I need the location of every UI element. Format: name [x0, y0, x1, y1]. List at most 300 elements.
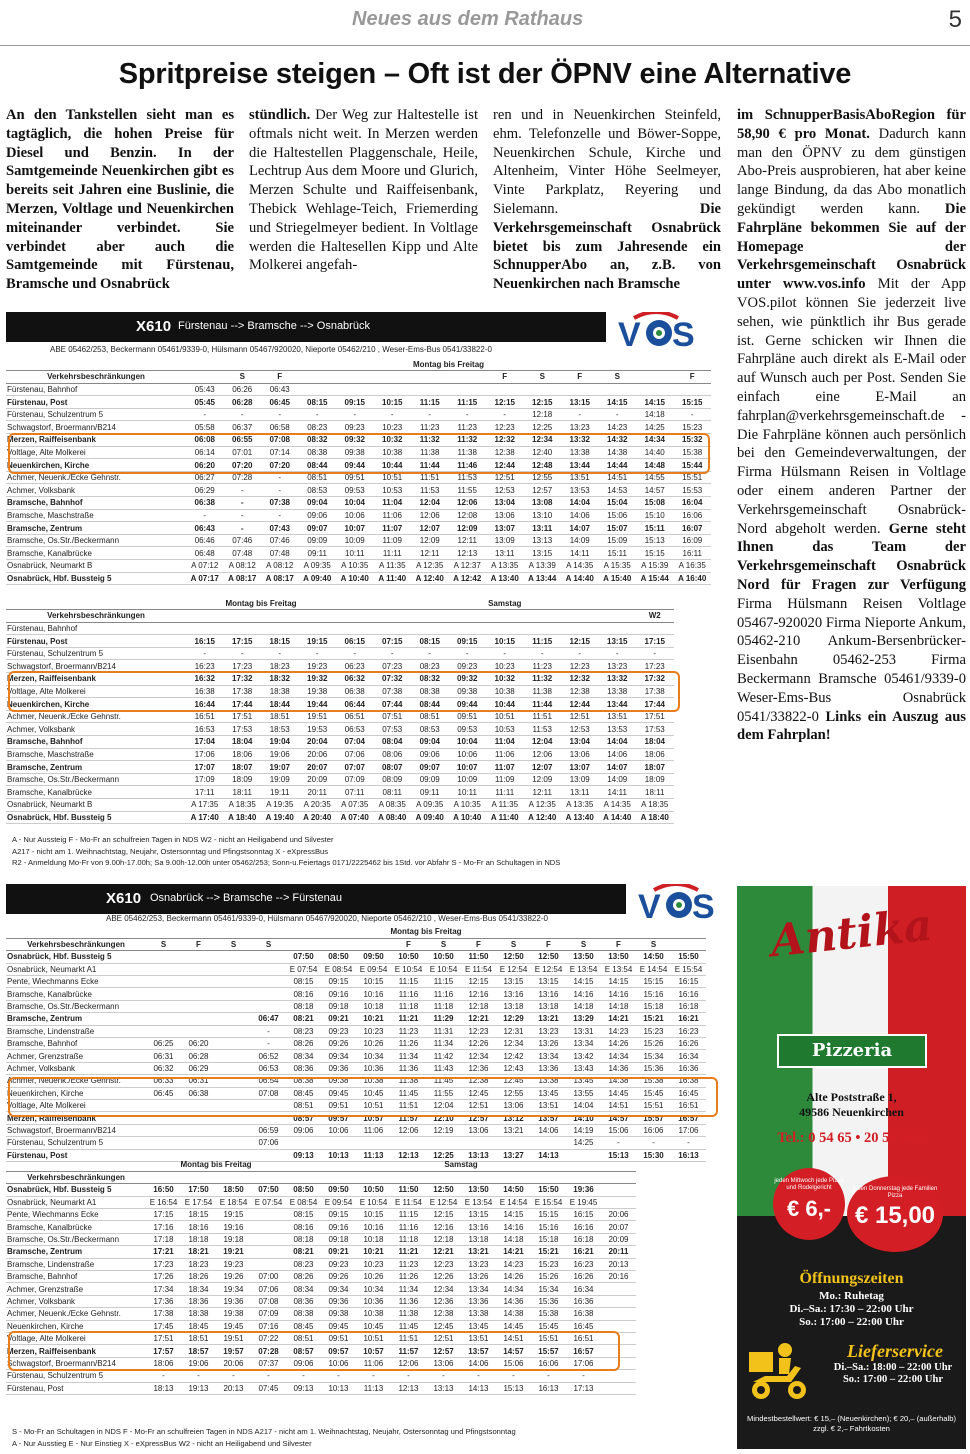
departure-time: -: [411, 408, 449, 421]
departure-time: 15:26: [531, 1271, 566, 1283]
departure-time: 20:04: [299, 736, 337, 749]
departure-time: 16:57: [566, 1345, 601, 1357]
departure-time: 18:53: [261, 723, 299, 736]
departure-time: 12:15: [524, 396, 562, 409]
departure-time: 06:32: [146, 1062, 181, 1074]
departure-time: 19:38: [299, 685, 337, 698]
departure-time: 17:44: [224, 698, 262, 711]
departure-time: 13:06: [561, 748, 599, 761]
departure-time: 13:15: [599, 635, 637, 648]
departure-time: 16:38: [671, 1075, 706, 1087]
departure-time: 09:11: [299, 547, 337, 560]
stop-name: Merzen, Raiffeisenbank: [6, 434, 186, 447]
departure-time: 08:04: [374, 736, 412, 749]
departure-time: [601, 1295, 636, 1307]
departure-time: 14:13: [531, 1149, 566, 1161]
departure-time: 09:06: [411, 748, 449, 761]
departure-time: 17:36: [146, 1295, 181, 1307]
restriction-cell: [411, 610, 449, 623]
departure-time: 07:46: [261, 534, 299, 547]
table-row: [6, 1283, 636, 1295]
min-order-line: zzgl. € 2,– Fahrtkosten: [813, 1424, 890, 1433]
departure-time: 16:13: [531, 1382, 566, 1394]
departure-time: 15:06: [599, 509, 637, 522]
departure-time: 14:16: [496, 1221, 531, 1233]
departure-time: 18:18: [181, 1233, 216, 1245]
departure-time: -: [599, 408, 637, 421]
departure-time: -: [671, 1137, 706, 1149]
route-name: Fürstenau --> Bramsche --> Osnabrück: [178, 320, 370, 332]
departure-time: 12:06: [391, 1357, 426, 1369]
departure-time: 11:06: [356, 1357, 391, 1369]
departure-time: 07:50: [286, 951, 321, 963]
departure-time: [146, 1013, 181, 1025]
departure-time: 11:51: [411, 471, 449, 484]
departure-time: 12:15: [426, 1209, 461, 1221]
departure-time: 15:06: [496, 1357, 531, 1369]
departure-time: 10:26: [356, 1038, 391, 1050]
stop-name: Merzen, Raiffeisenbank: [6, 1112, 146, 1124]
hours-line: Di.–Sa.: 17:30 – 22:00 Uhr: [789, 1303, 914, 1315]
departure-time: 12:07: [411, 522, 449, 535]
departure-time: 16:36: [566, 1295, 601, 1307]
table-row: [6, 1382, 636, 1394]
departure-time: A 08:12: [261, 560, 299, 573]
departure-time: 08:38: [286, 1075, 321, 1087]
departure-time: 08:51: [299, 471, 337, 484]
departure-time: A 20:40: [299, 811, 337, 824]
departure-time: 12:38: [461, 1075, 496, 1087]
departure-time: 15:11: [599, 547, 637, 560]
departure-time: 11:13: [356, 1382, 391, 1394]
departure-time: -: [449, 647, 487, 660]
departure-time: 18:11: [224, 786, 262, 799]
restriction-cell: [336, 610, 374, 623]
footnote: S - Mo-Fr an Schultagen in NDS F - Mo-Fr an schulfreien Tagen in NDS A217 - nicht am 1. Weihnachtstag, Neujahr, Ostersonntag und Pfingstsonntag: [12, 1427, 516, 1436]
departure-time: 19:26: [216, 1271, 251, 1283]
offer-price: € 6,-: [786, 1196, 832, 1221]
departure-time: 11:15: [449, 396, 487, 409]
departure-time: -: [224, 647, 262, 660]
departure-time: 19:23: [299, 660, 337, 673]
departure-time: 10:51: [356, 1332, 391, 1344]
departure-time: 06:43: [261, 383, 299, 396]
departure-time: 07:09: [251, 1308, 286, 1320]
departure-time: 18:04: [224, 736, 262, 749]
departure-time: E 07:54: [286, 963, 321, 975]
restriction-cell: [524, 610, 562, 623]
departure-time: 12:06: [411, 509, 449, 522]
departure-time: 12:31: [496, 1025, 531, 1037]
departure-time: A 08:17: [261, 572, 299, 585]
departure-time: 07:08: [261, 434, 299, 447]
departure-time: -: [321, 1370, 356, 1382]
departure-time: 13:34: [461, 1283, 496, 1295]
departure-time: 06:14: [186, 446, 224, 459]
departure-time: 12:50: [531, 951, 566, 963]
departure-time: 11:06: [486, 748, 524, 761]
departure-time: 12:38: [426, 1308, 461, 1320]
address-line: 49586 Neuenkirchen: [799, 1105, 904, 1119]
departure-time: 17:38: [636, 685, 674, 698]
departure-time: 14:50: [496, 1184, 531, 1196]
departure-time: 11:43: [426, 1062, 461, 1074]
departure-time: A 11:35: [486, 799, 524, 812]
departure-time: -: [251, 1370, 286, 1382]
hours-line: So.: 17:00 – 22:00 Uhr: [799, 1316, 904, 1328]
departure-time: 06:15: [336, 635, 374, 648]
line-number: X610: [106, 890, 142, 907]
departure-time: [391, 1137, 426, 1149]
departure-time: 13:07: [486, 522, 524, 535]
departure-time: 14:07: [561, 522, 599, 535]
stop-name: Osnabrück, Hbf. Bussteig 5: [6, 951, 146, 963]
departure-time: 13:15: [524, 547, 562, 560]
departure-time: 07:32: [374, 673, 412, 686]
departure-time: 12:23: [561, 660, 599, 673]
restriction-cell: [286, 1171, 321, 1183]
departure-time: [524, 622, 562, 635]
departure-time: A 08:40: [374, 811, 412, 824]
departure-time: 13:07: [561, 761, 599, 774]
departure-time: 09:04: [299, 497, 337, 510]
departure-time: 13:43: [566, 1062, 601, 1074]
departure-time: 12:57: [426, 1345, 461, 1357]
departure-time: 11:15: [524, 635, 562, 648]
departure-time: 16:06: [674, 509, 712, 522]
departure-time: 18:15: [181, 1209, 216, 1221]
departure-time: 20:09: [601, 1233, 636, 1245]
departure-time: -: [531, 1370, 566, 1382]
departure-time: 11:06: [374, 509, 412, 522]
departure-time: 11:15: [411, 396, 449, 409]
restriction-cell: [356, 1171, 391, 1183]
departure-time: [601, 1196, 636, 1208]
stop-name: Schwagstorf, Broermann/B214: [6, 1357, 146, 1369]
departure-time: 20:11: [601, 1246, 636, 1258]
departure-time: 12:04: [411, 497, 449, 510]
departure-time: 17:11: [186, 786, 224, 799]
departure-time: 09:04: [411, 736, 449, 749]
departure-time: 10:36: [356, 1062, 391, 1074]
table-row: [6, 383, 711, 396]
departure-time: 19:44: [299, 698, 337, 711]
stop-name: Fürstenau, Schulzentrum 5: [6, 408, 186, 421]
stop-name: Neuenkirchen, Kirche: [6, 698, 186, 711]
departure-time: 15:36: [636, 1062, 671, 1074]
table-row: [6, 1246, 636, 1258]
departure-time: 09:07: [411, 761, 449, 774]
restrictions-label: Verkehrsbeschränkungen: [6, 610, 186, 623]
departure-time: 16:04: [674, 497, 712, 510]
departure-time: 10:21: [356, 1246, 391, 1258]
departure-time: -: [186, 509, 224, 522]
stop-name: Bramsche, Lindenstraße: [6, 1258, 146, 1270]
departure-time: 11:11: [486, 786, 524, 799]
departure-time: 12:36: [426, 1295, 461, 1307]
departure-time: [181, 1013, 216, 1025]
departure-time: 11:32: [524, 673, 562, 686]
departure-time: 07:23: [374, 660, 412, 673]
restriction-cell: [461, 1171, 496, 1183]
departure-time: 14:15: [599, 396, 637, 409]
departure-time: 12:40: [524, 446, 562, 459]
departure-time: [216, 1025, 251, 1037]
departure-time: 17:45: [146, 1320, 181, 1332]
departure-time: 11:04: [374, 497, 412, 510]
restriction-cell: S: [566, 938, 601, 950]
departure-time: 18:16: [181, 1221, 216, 1233]
departure-time: 11:34: [391, 1283, 426, 1295]
restrictions-row: [6, 938, 706, 950]
departure-time: [336, 383, 374, 396]
article-column-3: [493, 106, 721, 294]
departure-time: 15:44: [674, 459, 712, 472]
stop-name: Schwagstorf, Broermann/B214: [6, 1124, 146, 1136]
departure-time: 10:44: [374, 459, 412, 472]
departure-time: [531, 1137, 566, 1149]
departure-time: 06:26: [224, 383, 262, 396]
departure-time: A 17:35: [186, 799, 224, 812]
departure-time: 12:50: [426, 1184, 461, 1196]
departure-time: [251, 1000, 286, 1012]
departure-time: 14:11: [599, 786, 637, 799]
departure-time: 09:26: [321, 1038, 356, 1050]
departure-time: 12:23: [461, 1025, 496, 1037]
departure-time: 16:09: [674, 534, 712, 547]
delivery-line: Di.–Sa.: 18:00 – 22:00 Uhr: [833, 1362, 953, 1373]
departure-time: 11:23: [524, 660, 562, 673]
restriction-cell: [449, 610, 487, 623]
departure-time: [251, 1233, 286, 1245]
departure-time: 06:31: [146, 1050, 181, 1062]
departure-time: 18:34: [181, 1283, 216, 1295]
restrictions-row: [6, 371, 711, 384]
departure-time: 13:45: [461, 1320, 496, 1332]
departure-time: 06:43: [186, 522, 224, 535]
restriction-cell: [186, 371, 224, 384]
stop-name: Bramsche, Os.Str./Beckermann: [6, 1233, 146, 1245]
departure-time: 08:26: [286, 1271, 321, 1283]
departure-time: 13:21: [496, 1124, 531, 1136]
departure-time: A 12:35: [411, 560, 449, 573]
departure-time: 17:15: [636, 635, 674, 648]
restriction-cell: [321, 938, 356, 950]
departure-time: 18:15: [261, 635, 299, 648]
departure-time: 13:21: [461, 1246, 496, 1258]
restriction-cell: [426, 1171, 461, 1183]
departure-time: 10:04: [336, 497, 374, 510]
departure-time: 18:13: [146, 1382, 181, 1394]
departure-time: -: [181, 1370, 216, 1382]
departure-time: 11:55: [426, 1087, 461, 1099]
stop-name: Bramsche, Os.Str./Beckermann: [6, 773, 186, 786]
restriction-cell: [146, 1171, 181, 1183]
departure-time: 12:07: [524, 761, 562, 774]
departure-time: 19:11: [261, 786, 299, 799]
departure-time: 11:13: [356, 1149, 391, 1161]
departure-time: 15:23: [531, 1258, 566, 1270]
departure-time: 09:51: [449, 710, 487, 723]
departure-time: 07:07: [336, 761, 374, 774]
departure-time: A 13:35: [486, 560, 524, 573]
departure-time: A 07:17: [186, 572, 224, 585]
departure-time: 09:44: [449, 698, 487, 711]
offer-text: jeden Mittwoch jede Pizza und Rodelgericht: [774, 1178, 844, 1191]
departure-time: E 07:54: [251, 1196, 286, 1208]
departure-time: 19:32: [299, 673, 337, 686]
departure-time: 18:50: [216, 1184, 251, 1196]
departure-time: 14:55: [636, 471, 674, 484]
departure-time: 16:07: [674, 522, 712, 535]
departure-time: 17:06: [186, 748, 224, 761]
departure-time: 11:15: [426, 976, 461, 988]
departure-time: 12:16: [426, 1221, 461, 1233]
departure-time: 17:16: [146, 1221, 181, 1233]
restriction-cell: F: [601, 938, 636, 950]
departure-time: [601, 1184, 636, 1196]
departure-time: 18:51: [261, 710, 299, 723]
departure-time: 06:23: [336, 660, 374, 673]
departure-time: 08:15: [411, 635, 449, 648]
departure-time: -: [374, 408, 412, 421]
departure-time: -: [216, 1370, 251, 1382]
departure-time: 12:09: [411, 534, 449, 547]
departure-time: [411, 383, 449, 396]
departure-time: 13:06: [426, 1357, 461, 1369]
departure-time: 18:06: [224, 748, 262, 761]
departure-time: 08:53: [299, 484, 337, 497]
day-label-row: [6, 358, 711, 371]
article-column-4: [737, 106, 966, 745]
departure-time: 12:34: [426, 1283, 461, 1295]
departure-time: 13:15: [461, 1209, 496, 1221]
departure-time: 13:44: [599, 698, 637, 711]
departure-time: 12:26: [461, 1038, 496, 1050]
departure-time: -: [251, 1025, 286, 1037]
departure-time: 13:21: [531, 1013, 566, 1025]
table-row: [6, 635, 674, 648]
departure-time: [601, 1283, 636, 1295]
departure-time: 14:38: [601, 1075, 636, 1087]
departure-time: 15:16: [531, 1221, 566, 1233]
departure-time: -: [251, 1038, 286, 1050]
departure-time: 08:50: [286, 1184, 321, 1196]
departure-time: 19:15: [299, 635, 337, 648]
day-label: Montag bis Freitag: [186, 358, 711, 371]
departure-time: 08:23: [299, 421, 337, 434]
departure-time: [216, 1013, 251, 1025]
table-row: [6, 811, 674, 824]
departure-time: 12:04: [426, 1099, 461, 1111]
departure-time: 09:50: [356, 951, 391, 963]
departure-time: 17:44: [636, 698, 674, 711]
departure-time: 09:23: [321, 1025, 356, 1037]
restriction-cell: F: [261, 371, 299, 384]
delivery-scooter-icon: [745, 1338, 815, 1406]
table-row: [6, 748, 674, 761]
departure-time: 10:50: [391, 951, 426, 963]
departure-time: 06:29: [186, 484, 224, 497]
departure-time: A 12:42: [449, 572, 487, 585]
restriction-cell: S: [426, 938, 461, 950]
departure-time: 16:51: [566, 1332, 601, 1344]
departure-time: 14:18: [566, 1000, 601, 1012]
departure-time: 17:23: [146, 1258, 181, 1270]
departure-time: 10:23: [374, 421, 412, 434]
stop-name: Achmer, Grenzstraße: [6, 1283, 146, 1295]
restrictions-label: Verkehrsbeschränkungen: [6, 938, 146, 950]
departure-time: 08:38: [286, 1308, 321, 1320]
departure-time: 11:53: [411, 484, 449, 497]
day-label-row: [6, 597, 674, 610]
departure-time: 07:44: [374, 698, 412, 711]
departure-time: 19:34: [216, 1283, 251, 1295]
departure-time: 16:36: [671, 1062, 706, 1074]
departure-time: 14:40: [636, 446, 674, 459]
table-row: [6, 1013, 706, 1025]
departure-time: 17:34: [146, 1283, 181, 1295]
departure-time: -: [186, 647, 224, 660]
stop-name: Voltlage, Alte Molkerei: [6, 685, 186, 698]
departure-time: 12:38: [486, 446, 524, 459]
departure-time: 18:09: [636, 773, 674, 786]
departure-time: [426, 1137, 461, 1149]
departure-time: 11:32: [449, 434, 487, 447]
departure-time: 17:13: [566, 1382, 601, 1394]
departure-time: 13:26: [531, 1038, 566, 1050]
departure-time: A 13:40: [486, 572, 524, 585]
stop-name: Fürstenau, Post: [6, 1382, 146, 1394]
departure-time: 16:23: [566, 1258, 601, 1270]
departure-time: 20:13: [216, 1382, 251, 1394]
departure-time: 13:15: [496, 976, 531, 988]
departure-time: -: [146, 1370, 181, 1382]
table-row: [6, 773, 674, 786]
departure-time: 09:57: [321, 1345, 356, 1357]
departure-time: 13:32: [599, 673, 637, 686]
departure-time: 12:11: [524, 786, 562, 799]
departure-time: 09:36: [321, 1295, 356, 1307]
ad-address: [737, 1090, 966, 1120]
departure-time: 09:06: [286, 1357, 321, 1369]
departure-time: E 09:54: [356, 963, 391, 975]
departure-time: 12:38: [561, 685, 599, 698]
departure-time: 10:15: [356, 976, 391, 988]
departure-time: 06:38: [336, 685, 374, 698]
departure-time: -: [486, 408, 524, 421]
departure-time: 06:38: [186, 497, 224, 510]
departure-time: 12:15: [561, 635, 599, 648]
departure-time: A 14:40: [561, 572, 599, 585]
hours-line: Mo.: Ruhetag: [819, 1290, 884, 1302]
departure-time: 15:15: [674, 396, 712, 409]
departure-time: 14:45: [496, 1320, 531, 1332]
departure-time: -: [336, 408, 374, 421]
departure-time: 17:18: [146, 1233, 181, 1245]
departure-time: A 07:12: [186, 560, 224, 573]
departure-time: 14:21: [496, 1246, 531, 1258]
departure-time: 06:48: [186, 547, 224, 560]
departure-time: 12:45: [496, 1075, 531, 1087]
departure-time: 08:51: [411, 710, 449, 723]
svg-text:S: S: [672, 316, 695, 352]
departure-time: E 13:54: [601, 963, 636, 975]
departure-time: 13:57: [461, 1345, 496, 1357]
departure-time: 07:51: [374, 710, 412, 723]
departure-time: 15:38: [636, 1075, 671, 1087]
stop-name: Bramsche, Maschstraße: [6, 748, 186, 761]
